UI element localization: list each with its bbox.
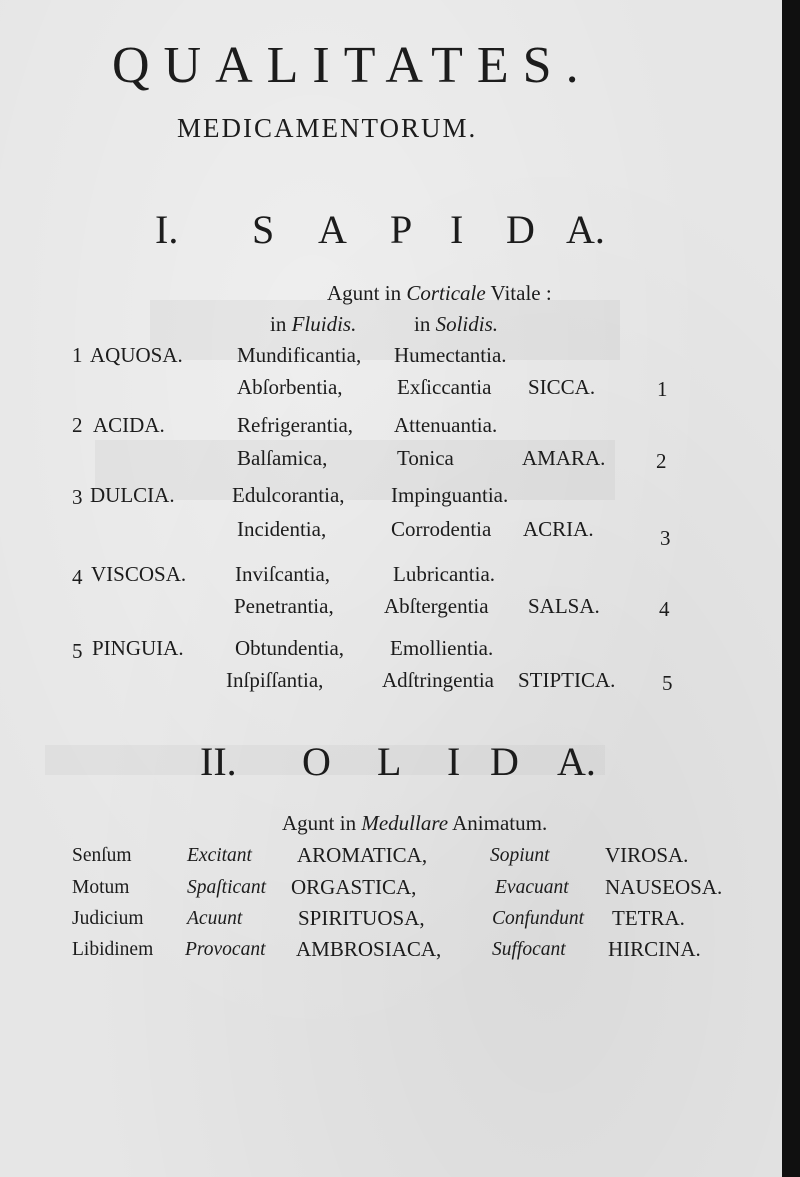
opposite-taste: SALSA. xyxy=(528,594,600,618)
quality-one: ORGASTICA, xyxy=(291,875,417,899)
fluid-action-2: Abſorbentia, xyxy=(237,375,343,399)
solid-action-2: Corrodentia xyxy=(391,517,492,541)
section2-heading-letter: O xyxy=(302,739,331,784)
section2-heading-letter: D xyxy=(490,739,519,784)
verb-two: Evacuant xyxy=(495,877,569,898)
col-prefix: in xyxy=(270,312,287,336)
intro-italic: Medullare xyxy=(361,811,449,835)
column-header-solidis xyxy=(414,314,498,335)
verb-two: Suffocant xyxy=(492,939,566,960)
verb-one: Provocant xyxy=(185,939,266,960)
taste-name: VISCOSA. xyxy=(91,562,187,586)
faculty-object: Senſum xyxy=(72,845,132,866)
taste-name: ACIDA. xyxy=(93,413,165,437)
solid-action: Lubricantia. xyxy=(393,562,496,586)
quality-two: TETRA. xyxy=(612,906,685,930)
taste-name: AQUOSA. xyxy=(90,343,183,367)
taste-name: PINGUIA. xyxy=(92,636,184,660)
quality-one: AMBROSIACA, xyxy=(296,937,442,961)
row-number: 2 xyxy=(72,413,83,437)
row-number: 4 xyxy=(72,565,83,589)
opposite-taste: ACRIA. xyxy=(523,517,594,541)
row-number: 3 xyxy=(72,485,83,509)
row-number-right: 3 xyxy=(660,526,671,550)
section2-numeral: II. xyxy=(200,739,237,784)
section1-heading-letter: A. xyxy=(566,207,605,252)
row-number: 5 xyxy=(72,639,83,663)
verb-one: Excitant xyxy=(187,845,252,866)
intro-prefix: Agunt in xyxy=(327,281,402,305)
solid-action: Emollientia. xyxy=(390,636,494,660)
row-number-right: 5 xyxy=(662,671,673,695)
opposite-taste: STIPTICA. xyxy=(518,668,616,692)
fluid-action-2: Incidentia, xyxy=(237,517,327,541)
section2-heading-letter: I xyxy=(447,739,461,784)
section1-intro xyxy=(327,283,552,304)
section1-heading-letter: P xyxy=(390,207,413,252)
taste-name: DULCIA. xyxy=(90,483,175,507)
fluid-action-2: Balſamica, xyxy=(237,446,328,470)
solid-action: Humectantia. xyxy=(394,343,507,367)
intro-suffix: Animatum. xyxy=(452,811,548,835)
section1-numeral: I. xyxy=(155,207,179,252)
section1-heading-letter: A xyxy=(318,207,347,252)
section2-intro xyxy=(282,813,547,834)
intro-italic: Corticale xyxy=(406,281,486,305)
intro-suffix: Vitale : xyxy=(490,281,552,305)
intro-prefix: Agunt in xyxy=(282,811,357,835)
row-number: 1 xyxy=(72,343,83,367)
row-number-right: 1 xyxy=(657,377,668,401)
verb-one: Spaſticant xyxy=(187,877,267,898)
section1-heading-letter: D xyxy=(506,207,535,252)
page-edge-shadow xyxy=(782,0,800,1177)
row-number-right: 4 xyxy=(659,597,670,621)
col-prefix: in xyxy=(414,312,431,336)
row-number-right: 2 xyxy=(656,449,667,473)
fluid-action: Edulcorantia, xyxy=(232,483,345,507)
solid-action-2: Adſtringentia xyxy=(382,668,494,692)
section2-heading-letter: L xyxy=(377,739,402,784)
solid-action-2: Exſiccantia xyxy=(397,375,492,399)
faculty-object: Judicium xyxy=(72,908,144,929)
quality-one: SPIRITUOSA, xyxy=(298,906,425,930)
verb-one: Acuunt xyxy=(187,908,243,929)
section1-heading-letter: I xyxy=(450,207,464,252)
opposite-taste: AMARA. xyxy=(522,446,606,470)
fluid-action: Inviſcantia, xyxy=(235,562,331,586)
fluid-action: Mundificantia, xyxy=(237,343,362,367)
col-italic: Solidis. xyxy=(435,312,499,336)
solid-action-2: Tonica xyxy=(397,446,454,470)
bleed-through-decoration xyxy=(150,300,620,360)
solid-action-2: Abſtergentia xyxy=(384,594,489,618)
section1-heading-letter: S xyxy=(252,207,275,252)
faculty-object: Motum xyxy=(72,877,130,898)
opposite-taste: SICCA. xyxy=(528,375,596,399)
fluid-action-2: Penetrantia, xyxy=(234,594,334,618)
fluid-action: Refrigerantia, xyxy=(237,413,354,437)
section2-heading-letter: A. xyxy=(557,739,596,784)
solid-action: Impinguantia. xyxy=(391,483,509,507)
verb-two: Sopiunt xyxy=(490,845,550,866)
quality-two: NAUSEOSA. xyxy=(605,875,723,899)
fluid-action-2: Inſpiſſantia, xyxy=(226,668,324,692)
solid-action: Attenuantia. xyxy=(394,413,498,437)
quality-two: VIROSA. xyxy=(605,843,689,867)
quality-one: AROMATICA, xyxy=(297,843,428,867)
column-header-fluidis xyxy=(270,314,356,335)
verb-two: Confundunt xyxy=(492,908,585,929)
page-title: QUALITATES. xyxy=(112,37,593,94)
faculty-object: Libidinem xyxy=(72,939,154,960)
quality-two: HIRCINA. xyxy=(608,937,701,961)
col-italic: Fluidis. xyxy=(291,312,357,336)
page-subtitle: MEDICAMENTORUM. xyxy=(177,113,478,143)
fluid-action: Obtundentia, xyxy=(235,636,345,660)
